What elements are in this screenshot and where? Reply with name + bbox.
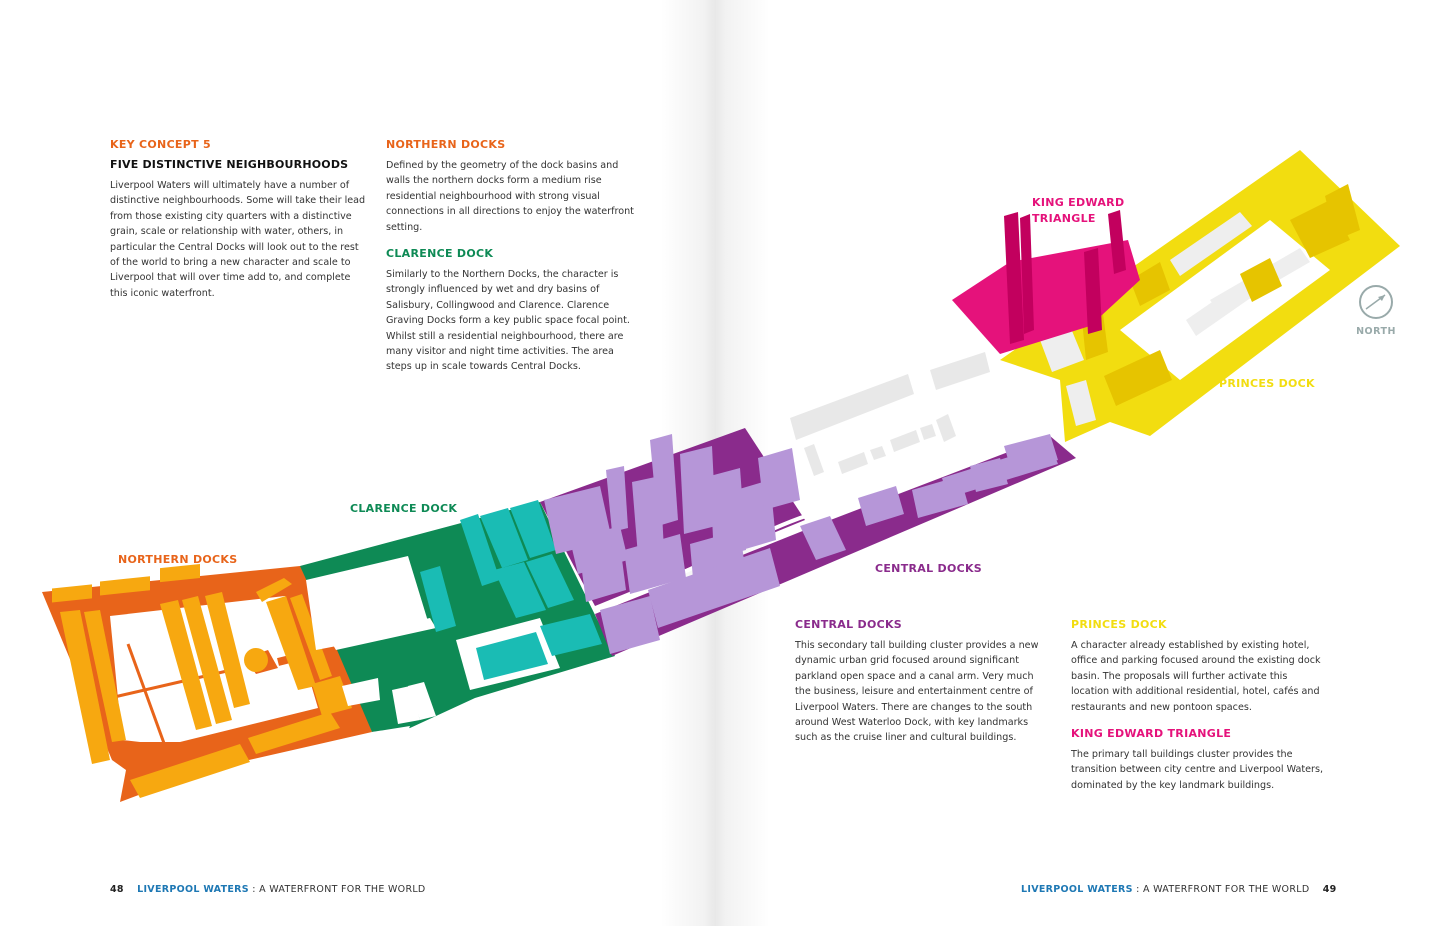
map-label-northern-docks: NORTHERN DOCKS <box>118 553 238 566</box>
footer-brand-right: LIVERPOOL WATERS <box>1021 884 1133 895</box>
king-edward-paragraph: The primary tall buildings cluster provides the transition between city centre and Liverpool Waters, dominated by the key landmark buildings. <box>1071 749 1324 791</box>
northern-docks-paragraph: Defined by the geometry of the dock basins and walls the northern docks form a medium rise residential neighbourhood with strong visual connections in all directions to enjoy the waterfront setting. <box>386 160 634 233</box>
intro-paragraph: Liverpool Waters will ultimately have a number of distinctive neighbourhoods. Some will take their lead from those existing city quarters with a distinctive grain, scale or relationship with water, others, in particular the Central Docks will look out to the rest of the world to bring a new character and scale to Liverpool that will over time add to, and complete this iconic waterfront. <box>110 180 366 299</box>
clarence-dock-heading: CLARENCE DOCK <box>386 247 494 261</box>
central-docks-heading: CENTRAL DOCKS <box>795 618 903 631</box>
northern-docks-heading: NORTHERN DOCKS <box>386 138 506 151</box>
page-number-left: 48 <box>110 884 124 895</box>
compass-icon <box>1358 284 1394 320</box>
princes-dock-heading: PRINCES DOCK <box>1071 618 1167 631</box>
page-number-right: 49 <box>1322 884 1337 895</box>
footer-brand-left: LIVERPOOL WATERS <box>137 884 249 895</box>
map-label-central-docks: CENTRAL DOCKS <box>875 562 983 575</box>
left-column-docks <box>386 138 642 387</box>
north-label: NORTH <box>1356 326 1396 337</box>
section-title: FIVE DISTINCTIVE NEIGHBOURHOODS <box>110 158 349 171</box>
map-label-king-line2: TRIANGLE <box>1032 212 1096 225</box>
north-indicator <box>1356 284 1396 337</box>
central-docks-paragraph: This secondary tall building cluster provides a new dynamic urban grid focused around significant parkland open space and a canal arm. Very much the business, leisure and entertainment centre of Liverpool Waters. There are changes to the south around West Waterloo Dock, with key landmarks such as the cruise liner and cultural buildings. <box>795 640 1039 744</box>
princes-dock-paragraph: A character already established by existing hotel, office and parking focused around the existing dock basin. The proposals will further activate this location with additional residential, hotel, cafés and restaurants and new pontoon spaces. <box>1071 640 1321 713</box>
right-footer <box>1021 884 1337 895</box>
footer-tagline-right: A WATERFRONT FOR THE WORLD <box>1143 884 1310 895</box>
kicker: KEY CONCEPT 5 <box>110 138 211 151</box>
footer-tagline-left: A WATERFRONT FOR THE WORLD <box>259 884 426 895</box>
map-label-princes-dock: PRINCES DOCK <box>1219 377 1315 390</box>
footer-separator-right: : <box>1136 884 1140 895</box>
clarence-dock-paragraph: Similarly to the Northern Docks, the character is strongly influenced by wet and dry basins of Salisbury, Collingwood and Clarence. Clarence Graving Docks form a key public space focal point. Whilst still a residential neighbourhood, there are many visitor and night time activities. The area steps up in scale towards Central Docks. <box>386 269 630 373</box>
footer-separator-left: : <box>252 884 256 895</box>
right-column-princes-king <box>1071 618 1327 805</box>
map-label-king-edward-triangle <box>1032 195 1124 227</box>
left-footer <box>110 884 426 895</box>
left-column-intro <box>110 138 366 313</box>
king-edward-heading: KING EDWARD TRIANGLE <box>1071 727 1232 741</box>
right-column-central <box>795 618 1051 758</box>
map-label-clarence-dock: CLARENCE DOCK <box>350 502 458 515</box>
map-label-king-line1: KING EDWARD <box>1032 196 1125 209</box>
